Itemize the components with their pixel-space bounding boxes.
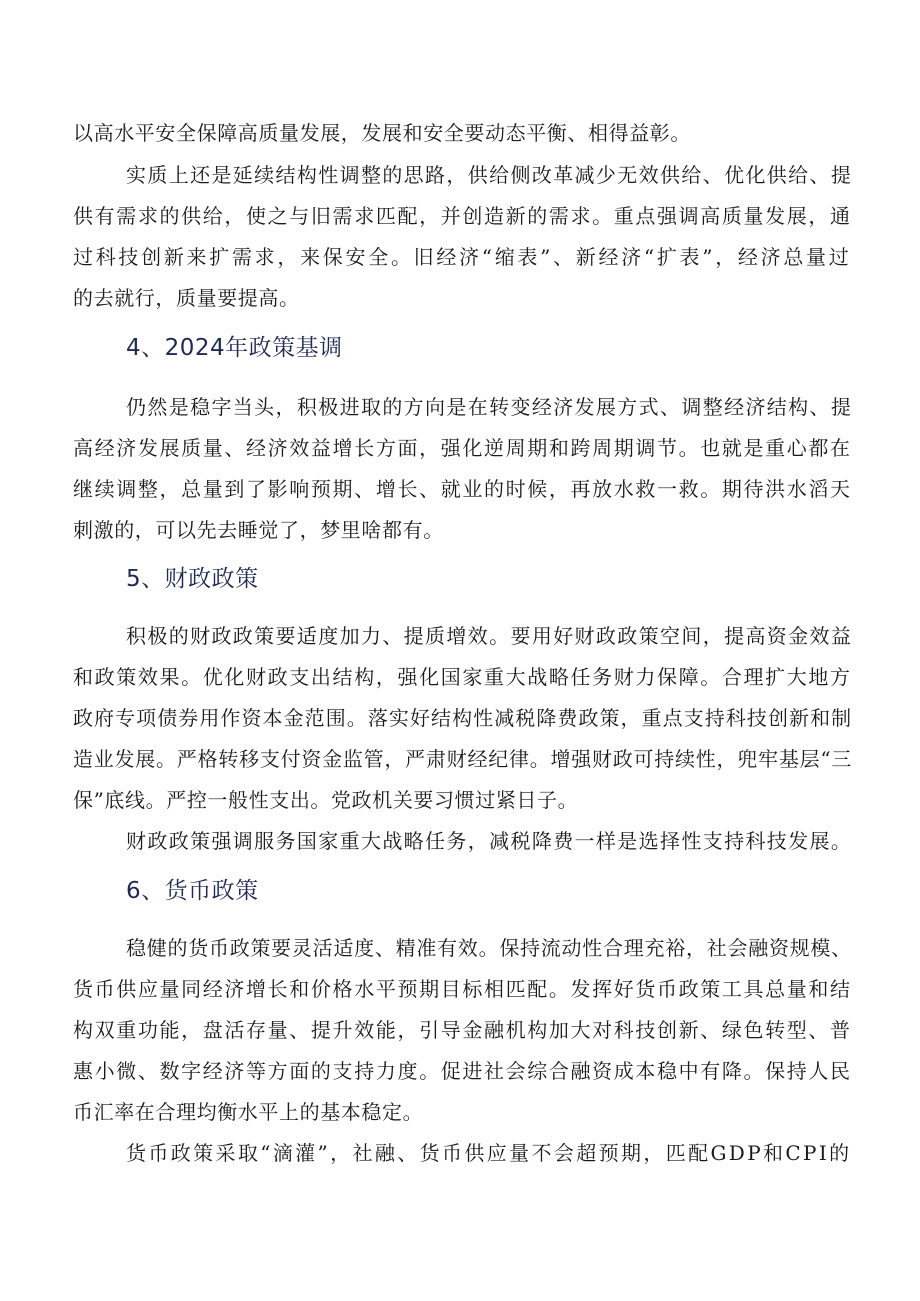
paragraph-line: 继续调整，总量到了影响预期、增长、就业的时候，再放水救一救。期待洪水滔天 (73, 477, 852, 501)
paragraph-line: 的去就行，质量要提高。 (73, 286, 300, 310)
paragraph-line: 货币供应量同经济增长和价格水平预期目标相匹配。发挥好货币政策工具总量和结 (73, 977, 852, 1001)
paragraph-line: 刺激的，可以先去睡觉了，梦里啥都有。 (73, 518, 444, 542)
paragraph-line: 积极的财政政策要适度加力、提质增效。要用好财政政策空间，提高资金效益 (126, 624, 853, 648)
paragraph-line: 以高水平安全保障高质量发展，发展和安全要动态平衡、相得益彰。 (73, 121, 691, 145)
section-heading: 6、货币政策 (126, 878, 259, 904)
paragraph-line: 政府专项债券用作资本金范围。落实好结构性减税降费政策，重点支持科技创新和制 (73, 706, 853, 730)
paragraph-line: 实质上还是延续结构性调整的思路，供给侧改革减少无效供给、优化供给、提 (126, 163, 853, 187)
paragraph-line: 高经济发展质量、经济效益增长方面，强化逆周期和跨周期调节。也就是重心都在 (73, 436, 852, 460)
paragraph-line: 惠小微、数字经济等方面的支持力度。促进社会综合融资成本稳中有降。保持人民 (73, 1059, 852, 1083)
paragraph-line: 仍然是稳字当头，积极进取的方向是在转变经济发展方式、调整经济结构、提 (126, 395, 853, 419)
section-heading: 4、2024年政策基调 (126, 335, 343, 361)
paragraph-line: 货币政策采取“滴灌”，社融、货币供应量不会超预期，匹配GDP和CPI的 (126, 1141, 852, 1165)
paragraph-line: 和政策效果。优化财政支出结构，强化国家重大战略任务财力保障。合理扩大地方 (73, 665, 852, 689)
paragraph-line: 过科技创新来扩需求，来保安全。旧经济“缩表”、新经济“扩表”，经济总量过 (73, 245, 852, 269)
paragraph-line: 保”底线。严控一般性支出。党政机关要习惯过紧日子。 (73, 788, 579, 812)
paragraph-line: 造业发展。严格转移支付资金监管，严肃财经纪律。增强财政可持续性，兜牢基层“三 (73, 747, 853, 771)
paragraph-line: 币汇率在合理均衡水平上的基本稳定。 (73, 1100, 424, 1124)
paragraph-line: 构双重功能，盘活存量、提升效能，引导金融机构加大对科技创新、绿色转型、普 (73, 1018, 852, 1042)
paragraph-line: 稳健的货币政策要灵活适度、精准有效。保持流动性合理充裕，社会融资规模、 (126, 936, 852, 960)
section-heading: 5、财政政策 (126, 566, 259, 592)
paragraph-line: 财政政策强调服务国家重大战略任务，减税降费一样是选择性支持科技发展。 (126, 829, 853, 853)
paragraph-line: 供有需求的供给，使之与旧需求匹配，并创造新的需求。重点强调高质量发展，通 (73, 204, 852, 228)
